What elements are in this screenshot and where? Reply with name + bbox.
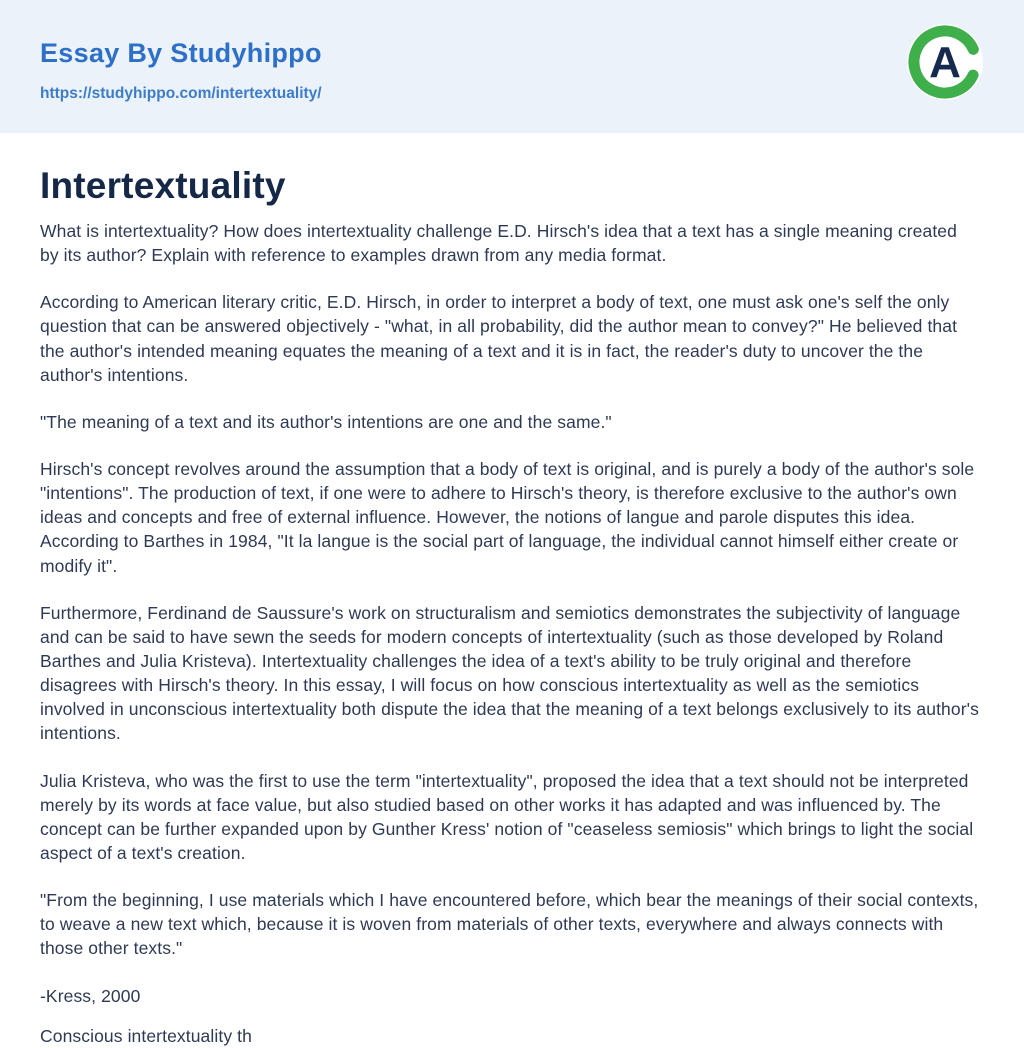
page-header [0,0,1024,133]
paragraph-hirsch-quote: "The meaning of a text and its author's intentions are one and the same." [40,411,612,432]
logo-letter: A [929,38,961,87]
paragraph-kress-attribution: -Kress, 2000 [40,985,141,1006]
paragraph-kristeva: Julia Kristeva, who was the first to use the term "intertextuality", proposed the idea that a text should not be interpreted merely by its words at face value, but also studied based on other works it has adapted and was influenced by. The concept can be further expanded upon by Gunther Kress' notion of "ceaseless semiosis" which brings to light the social aspect of a text's creation. [40,770,974,863]
paragraph-hirsch-concept: Hirsch's concept revolves around the assumption that a body of text is original, and is purely a body of the author's sole "intentions". The production of text, if one were to adhere to Hirsch's theory, is therefore exclusive to the author's own ideas and concepts and free of external influence. However, the notions of langue and parole disputes this idea. According to Barthes in 1984, "It la langue is the social part of language, the individual cannot himself either create or modify it". [40,458,975,576]
paragraph-hirsch-intro: According to American literary critic, E.D. Hirsch, in order to interpret a body of text, one must ask one's self the only question that can be answered objectively - "what, in all probability, did the author mean to convey?" He believed that the author's intended meaning equates the meaning of a text and it is in fact, the reader's duty to uncover the the author's intentions. [40,292,958,385]
paragraph-kress-quote: "From the beginning, I use materials which I have encountered before, which bear the meanings of their social contexts, to weave a new text which, because it is woven from materials of other texts, everywhere and always connects with those other texts." [40,890,979,959]
essay-title: Intertextuality [40,165,286,206]
source-url-link[interactable]: https://studyhippo.com/intertextuality/ [40,85,322,102]
paragraph-saussure: Furthermore, Ferdinand de Saussure's work on structuralism and semiotics demonstrates the subjectivity of language and can be said to have sewn the seeds for modern concepts of intertextuality (such as those developed by Roland Barthes and Julia Kristeva). Intertextuality challenges the idea of a text's ability to be truly original and therefore disagrees with Hirsch's theory. In this essay, I will focus on how conscious intertextuality as well as the semiotics involved in unconscious intertextuality both dispute the idea that the meaning of a text belongs exclusively to its author's intentions. [40,602,979,744]
paragraph-prompt: What is intertextuality? How does intertextuality challenge E.D. Hirsch's idea that a text has a single meaning created by its author? Explain with reference to examples drawn from any media format. [40,221,957,266]
paragraph-truncated: Conscious intertextuality th [40,1025,252,1046]
site-title: Essay By Studyhippo [40,38,322,68]
studyhippo-logo-icon [906,23,984,101]
essay-content [0,133,1024,1048]
